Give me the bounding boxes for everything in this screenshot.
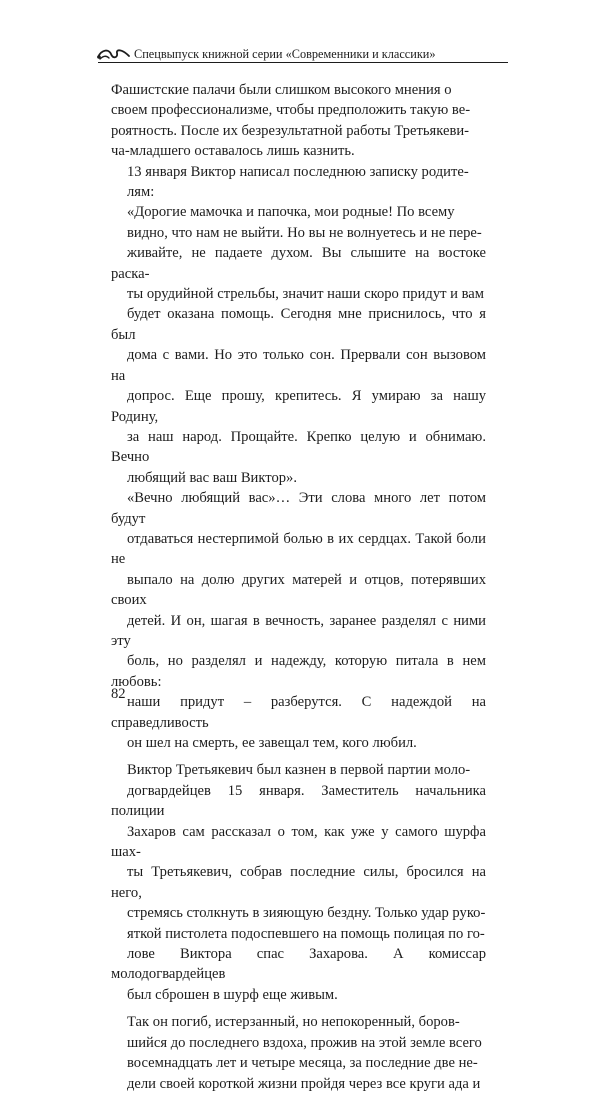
text-line: за наш народ. Прощайте. Крепко целую и обнимаю. Вечно: [111, 428, 486, 466]
text-line: Фашистские палачи были слишком высокого мнения о: [111, 82, 452, 98]
paragraph-5: [111, 760, 486, 1005]
paragraph-1: [111, 80, 486, 162]
text-line: детей. И он, шагая в вечность, заранее разделял с ними эту: [111, 612, 486, 649]
text-line: 13 января Виктор написал последнюю записку родите-: [127, 163, 469, 180]
paragraph-2: [111, 162, 486, 203]
text-line: Захаров сам рассказал о том, как уже у самого шурфа шах-: [111, 823, 486, 861]
text-line: ты орудийной стрельбы, значит наши скоро придут и вам: [127, 286, 485, 303]
text-line: лове Виктора спас Захарова. А комиссар молодогвардейцев: [111, 946, 486, 983]
text-line: любящий вас ваш Виктор».: [127, 469, 297, 486]
text-line: Виктор Третьякевич был казнен в первой партии моло-: [127, 762, 471, 779]
text-line: лям:: [127, 184, 155, 201]
text-line: он шел на смерть, ее завещал тем, кого любил.: [127, 735, 417, 751]
text-line: догвардейцев 15 января. Заместитель начальника полиции: [111, 782, 486, 820]
text-line: отдаваться нестерпимой болью в их сердцах. Такой боли не: [111, 530, 486, 568]
body-text: [111, 80, 486, 1094]
text-line: «Вечно любящий вас»… Эти слова много лет потом будут: [111, 490, 486, 527]
text-line: стремясь столкнуть в зияющую бездну. Только удар руко-: [127, 905, 486, 922]
text-line: ты Третьякевич, собрав последние силы, бросился на него,: [111, 864, 486, 901]
header-rule: [98, 62, 508, 63]
paragraph-6: [111, 1012, 486, 1094]
text-line: будет оказана помощь. Сегодня мне приснилось, что я был: [111, 306, 486, 343]
text-line: наши придут – разберутся. С надеждой на справедливость: [111, 694, 486, 731]
text-line: шийся до последнего вздоха, прожив на этой земле всего: [127, 1034, 482, 1051]
text-line: роятность. После их безрезультатной работы Третьякеви-: [111, 122, 470, 139]
text-line: был сброшен в шурф еще живым.: [127, 986, 338, 1003]
text-line: допрос. Еще прошу, крепитесь. Я умираю за нашу Родину,: [111, 388, 486, 425]
text-line: Так он погиб, истерзанный, но непокоренный, боров-: [127, 1014, 460, 1031]
text-line: живайте, не падаете духом. Вы слышите на востоке раска-: [111, 245, 486, 282]
running-header: [96, 43, 508, 65]
paragraph-3-letter-quote: [111, 202, 486, 488]
text-line: яткой пистолета подоспевшего на помощь полицая по го-: [127, 925, 485, 942]
text-line: боль, но разделял и надежду, которую питала в нем любовь:: [111, 653, 486, 690]
text-line: своем профессионализме, чтобы предположить такую ве-: [111, 102, 471, 119]
running-head-title: Спецвыпуск книжной серии «Современники и классики»: [134, 47, 436, 61]
text-line: восемнадцать лет и четыре месяца, за последние две не-: [127, 1055, 478, 1072]
text-line: «Дорогие мамочка и папочка, мои родные! По всему: [127, 204, 455, 221]
text-line: дели своей короткой жизни пройдя через все круги ада и: [127, 1075, 481, 1092]
scroll-ornament-icon: [96, 47, 130, 61]
page-number: 82: [111, 686, 126, 702]
paragraph-4: [111, 488, 486, 753]
text-line: дома с вами. Но это только сон. Прервали сон вызовом на: [111, 347, 486, 384]
text-line: видно, что нам не выйти. Но вы не волнуетесь и не пере-: [127, 224, 482, 241]
text-line: выпало на долю других матерей и отцов, потерявших своих: [111, 571, 486, 609]
text-line: ча-младшего оставалось лишь казнить.: [111, 143, 355, 160]
